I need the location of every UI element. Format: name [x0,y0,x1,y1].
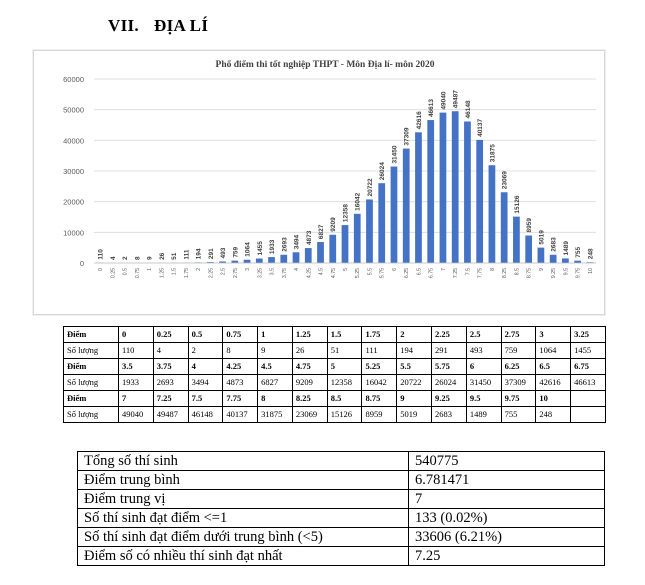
table-cell: 4 [188,359,223,375]
data-label: 51 [171,252,179,260]
data-label: 4873 [305,230,313,246]
x-tick-label: 3 [245,268,252,271]
table-cell: 8.25 [292,391,327,407]
bar [525,236,532,263]
data-label: 4 [109,256,117,260]
summary-row [78,528,605,547]
x-tick-label: 9.75 [575,268,582,279]
section-title: ĐỊA LÍ [154,16,209,35]
data-label: 2693 [281,237,289,252]
x-tick-label: 6.25 [404,268,411,279]
data-label: 2683 [550,237,558,252]
data-label: 493 [220,247,228,259]
y-tick-label: 50000 [63,105,84,115]
bar [550,255,557,263]
data-label: 31875 [489,144,497,163]
data-label: 9 [146,256,154,260]
summary-value: 6.781471 [409,471,605,490]
data-label: 3494 [293,234,301,250]
x-tick-label: 2.75 [232,268,239,279]
summary-value: 133 (0.02%) [409,509,605,528]
table-cell: 12358 [327,375,362,391]
x-tick-label: 8.75 [526,268,533,279]
table-cell: 111 [362,343,397,359]
x-tick-label: 5.75 [379,268,386,279]
table-row [64,407,606,423]
summary-row [78,547,605,566]
data-label: 1064 [244,242,252,257]
table-cell: 31875 [258,407,293,423]
section-heading [108,16,208,36]
bar [452,111,459,263]
summary-row [78,490,605,509]
x-tick-label: 8.5 [514,268,521,276]
chart-title: Phổ điểm thi tốt nghiệp THPT - Môn Địa lí- môn 2020 [215,60,435,70]
chart-canvas [34,51,604,314]
x-tick-label: 5.5 [367,268,374,276]
table-cell: 37309 [501,375,536,391]
summary-label: Tổng số thí sinh [78,452,409,471]
x-tick-label: 7.5 [465,268,472,276]
table-cell: 26 [292,343,327,359]
table-cell: 7 [119,391,154,407]
bar [244,260,251,263]
data-label: 46613 [428,98,436,118]
data-label: 755 [575,246,583,258]
table-cell: 7.25 [153,391,188,407]
x-tick-label: 7.25 [453,268,460,279]
table-cell: 23069 [292,407,327,423]
x-tick-label: 9.5 [563,268,570,276]
data-label: 26 [158,252,166,260]
score-distribution-chart [33,50,605,315]
data-label: 1933 [269,239,277,255]
table-cell: 2693 [153,375,188,391]
row-label: Điểm [64,327,119,343]
table-cell: 8 [258,391,293,407]
x-tick-label: 8 [489,268,496,271]
x-tick-label: 7 [440,268,447,271]
bar [538,248,545,263]
data-label: 26024 [379,162,387,181]
table-cell: 4.75 [292,359,327,375]
table-cell: 2.5 [466,327,501,343]
table-cell: 46148 [188,407,223,423]
section-number: VII. [108,16,139,35]
data-label: 42616 [415,111,423,130]
table-cell: 2 [397,327,432,343]
data-label: 291 [207,248,215,260]
data-label: 40137 [477,118,485,137]
data-label: 20722 [366,178,374,197]
bar [329,235,336,263]
table-cell: 3.5 [119,359,154,375]
bar [342,225,349,263]
table-cell: 7.75 [223,391,258,407]
summary-value: 7 [409,490,605,509]
x-tick-label: 2.25 [208,268,215,279]
x-tick-label: 6.75 [428,268,435,279]
table-cell: 110 [119,343,154,359]
x-tick-label: 1.25 [159,268,166,279]
table-row [64,327,606,343]
bar [476,140,483,263]
table-cell: 9209 [292,375,327,391]
table-cell: 1.5 [327,327,362,343]
table-cell: 1064 [536,343,571,359]
table-cell: 4873 [223,375,258,391]
table-cell: 7.5 [188,391,223,407]
table-cell: 2.25 [432,327,467,343]
bar [293,252,300,263]
summary-label: Điểm trung bình [78,471,409,490]
x-tick-label: 4.5 [318,268,325,276]
x-tick-label: 2 [196,268,203,271]
row-label: Điểm [64,391,119,407]
row-label: Số lượng [64,407,119,423]
x-tick-label: 6.5 [416,268,423,276]
y-tick-label: 20000 [63,197,84,207]
table-cell: 1455 [571,343,606,359]
table-cell: 46613 [571,375,606,391]
table-cell: 2 [188,343,223,359]
bar [427,120,434,263]
x-tick-label: 4.75 [330,268,337,279]
bar [403,149,410,263]
bar [366,199,373,263]
table-cell: 51 [327,343,362,359]
x-tick-label: 1.75 [183,268,190,279]
table-cell: 5.25 [362,359,397,375]
table-cell: 8.5 [327,391,362,407]
summary-label: Số thí sinh đạt điểm <=1 [78,509,409,528]
row-label: Điểm [64,359,119,375]
table-cell: 9.5 [466,391,501,407]
data-label: 16042 [354,192,362,211]
table-cell: 6827 [258,375,293,391]
summary-label: Điểm số có nhiều thí sinh đạt nhất [78,547,409,566]
table-cell: 9.75 [501,391,536,407]
table-cell: 194 [397,343,432,359]
x-tick-label: 9 [538,268,545,271]
data-label: 110 [97,249,105,260]
data-label: 31450 [391,145,399,164]
table-cell: 5.75 [432,359,467,375]
summary-row [78,452,605,471]
bar [440,113,447,263]
x-tick-label: 7.75 [477,268,484,279]
summary-value: 7.25 [409,547,605,566]
bar [305,248,312,263]
x-tick-label: 1.5 [171,268,178,276]
table-cell: 3.25 [571,327,606,343]
table-cell: 6.75 [571,359,606,375]
table-cell: 49487 [153,407,188,423]
table-cell: 1 [258,327,293,343]
bar [562,258,569,263]
data-label: 12358 [342,204,350,223]
table-cell: 26024 [432,375,467,391]
table-cell [571,407,606,423]
data-label: 759 [232,246,240,258]
x-tick-label: 0.25 [110,268,117,279]
bar [268,257,275,263]
summary-row [78,509,605,528]
table-cell: 9 [397,391,432,407]
x-tick-label: 5 [343,268,349,271]
table-cell: 493 [466,343,501,359]
x-tick-label: 8.25 [502,268,509,279]
table-cell: 42616 [536,375,571,391]
summary-table [77,451,605,566]
x-tick-label: 3.75 [281,268,288,279]
y-tick-label: 60000 [63,75,84,84]
table-cell: 5 [327,359,362,375]
data-label: 15126 [513,195,521,214]
data-label: 111 [183,249,191,260]
table-cell: 0 [119,327,154,343]
table-cell: 40137 [223,407,258,423]
row-label: Số lượng [64,375,119,391]
table-cell: 291 [432,343,467,359]
data-label: 46148 [464,100,472,119]
y-tick-label: 0 [79,259,84,268]
y-tick-label: 30000 [63,167,84,176]
table-cell [571,391,606,407]
table-row [64,391,606,407]
x-tick-label: 1 [147,268,154,271]
bar [354,214,361,263]
bar [317,242,324,263]
bar [256,259,263,263]
table-cell: 6 [466,359,501,375]
y-tick-label: 40000 [63,136,84,146]
data-label: 1455 [256,241,264,256]
x-tick-label: 0.75 [134,268,141,279]
table-cell: 3494 [188,375,223,391]
data-label: 8 [134,256,142,260]
x-tick-label: 5.25 [355,268,362,279]
data-label: 5019 [538,230,546,245]
table-cell: 20722 [397,375,432,391]
table-cell: 4 [153,343,188,359]
table-cell: 8.75 [362,391,397,407]
x-tick-label: 0.5 [122,268,129,276]
table-cell: 1.75 [362,327,397,343]
summary-label: Số thí sinh đạt điểm dưới trung bình (<5) [78,528,409,547]
table-cell: 8 [223,343,258,359]
data-label: 248 [587,248,595,260]
row-label: Số lượng [64,343,119,359]
x-tick-label: 2.5 [220,268,227,276]
summary-value: 540775 [409,452,605,471]
table-cell: 4.25 [223,359,258,375]
bar [378,183,385,263]
summary-value: 33606 (6.21%) [409,528,605,547]
table-cell: 6.5 [536,359,571,375]
table-cell: 5019 [397,407,432,423]
x-tick-label: 9.25 [551,268,558,279]
table-row [64,359,606,375]
data-label: 2 [122,256,130,260]
bar [280,255,287,263]
table-cell: 2683 [432,407,467,423]
table-cell: 5.5 [397,359,432,375]
table-cell: 49040 [119,407,154,423]
table-cell: 15126 [327,407,362,423]
table-cell: 3 [536,327,571,343]
table-cell: 6.25 [501,359,536,375]
x-tick-label: 6 [391,268,398,271]
table-cell: 2.75 [501,327,536,343]
bar [415,132,422,263]
table-cell: 4.5 [258,359,293,375]
table-cell: 1.25 [292,327,327,343]
table-cell: 0.25 [153,327,188,343]
y-tick-label: 10000 [63,228,84,238]
x-tick-label: 4.25 [306,268,313,279]
table-cell: 1933 [119,375,154,391]
table-cell: 10 [536,391,571,407]
bar [464,121,471,263]
table-row [64,343,606,359]
data-label: 23069 [501,171,509,190]
data-label: 49487 [452,90,460,109]
x-tick-label: 0 [98,268,105,271]
data-label: 1489 [562,240,570,256]
summary-label: Điểm trung vị [78,490,409,509]
x-tick-label: 10 [587,268,594,274]
data-label: 194 [195,248,203,260]
score-distribution-table [63,326,606,423]
table-cell: 0.75 [223,327,258,343]
table-cell: 0.5 [188,327,223,343]
x-tick-label: 3.5 [269,268,276,276]
table-cell: 31450 [466,375,501,391]
table-cell: 3.75 [153,359,188,375]
bar [489,165,496,263]
table-row [64,375,606,391]
table-cell: 16042 [362,375,397,391]
table-cell: 9 [258,343,293,359]
table-cell: 1489 [466,407,501,423]
data-label: 8959 [526,218,534,233]
bar [513,217,520,263]
summary-row [78,471,605,490]
table-cell: 759 [501,343,536,359]
table-cell: 248 [536,407,571,423]
data-label: 49040 [440,91,448,110]
table-cell: 755 [501,407,536,423]
data-label: 37309 [403,127,411,146]
data-label: 9209 [330,217,338,232]
data-label: 6827 [318,224,326,240]
bar [391,167,398,263]
x-tick-label: 4 [294,268,301,271]
x-tick-label: 3.25 [257,268,264,279]
table-cell: 9.25 [432,391,467,407]
bar [501,192,508,263]
table-cell: 8959 [362,407,397,423]
